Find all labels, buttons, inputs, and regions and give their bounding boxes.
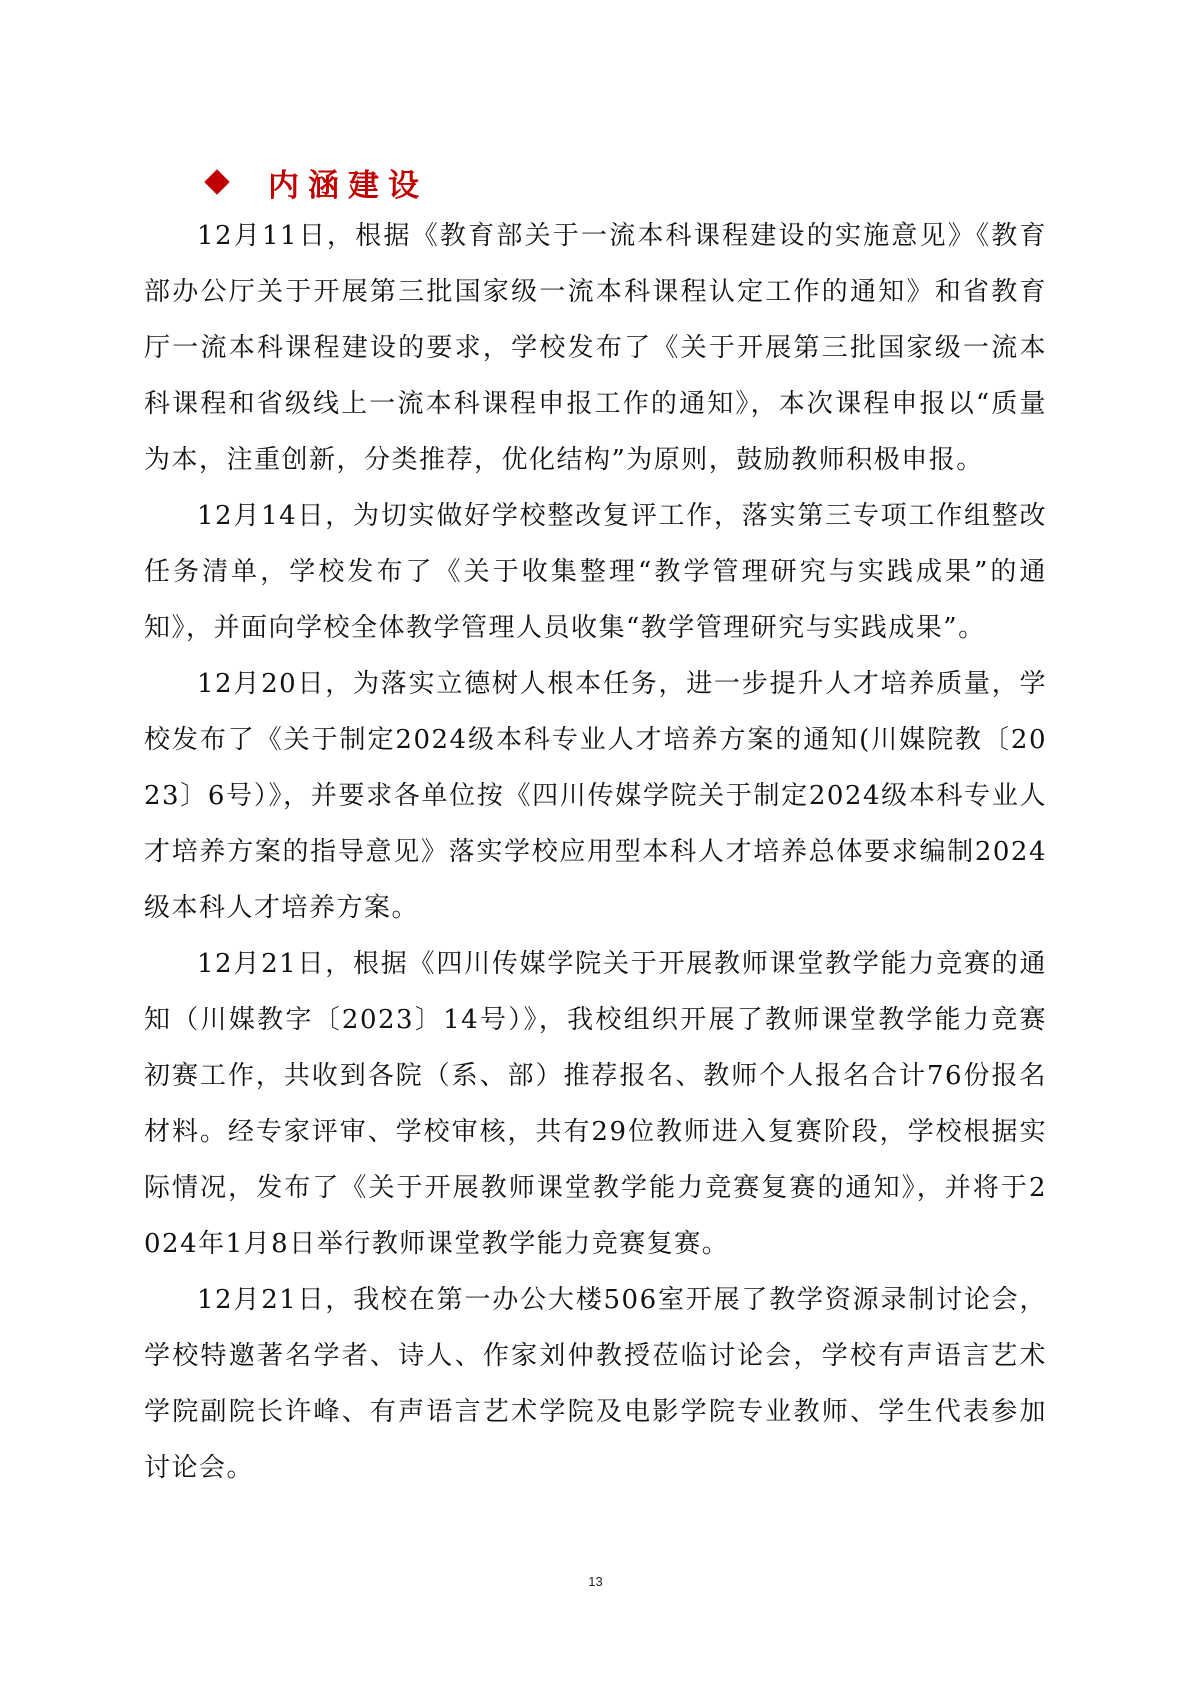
paragraph-1: 12月11日，根据《教育部关于一流本科课程建设的实施意见》《教育部办公厅关于开展第三批国家级一流本科课程认定工作的通知》和省教育厅一流本科课程建设的要求，学校发布了《关于开展第三批国家级一流本科课程和省级线上一流本科课程申报工作的通知》，本次课程申报以“质量为本，注重创新，分类推荐，优化结构”为原则，鼓励教师积极申报。 — [144, 221, 1047, 475]
section-heading — [204, 158, 428, 206]
paragraph-5: 12月21日，我校在第一办公大楼506室开展了教学资源录制讨论会，学校特邀著名学者、诗人、作家刘仲教授莅临讨论会，学校有声语言艺术学院副院长许峰、有声语言艺术学院及电影学院专业教师、学生代表参加讨论会。 — [144, 1285, 1047, 1483]
paragraph-4: 12月21日，根据《四川传媒学院关于开展教师课堂教学能力竞赛的通知（川媒教字〔2023〕14号）》，我校组织开展了教师课堂教学能力竞赛初赛工作，共收到各院（系、部）推荐报名、教师个人报名合计76份报名材料。经专家评审、学校审核，共有29位教师进入复赛阶段，学校根据实际情况，发布了《关于开展教师课堂教学能力竞赛复赛的通知》，并将于2024年1月8日举行教师课堂教学能力竞赛复赛。 — [144, 949, 1047, 1259]
body-text — [144, 208, 1047, 1496]
page-number: 13 — [588, 1574, 603, 1589]
paragraph-3: 12月20日，为落实立德树人根本任务，进一步提升人才培养质量，学校发布了《关于制定2024级本科专业人才培养方案的通知(川媒院教〔2023〕6号）》，并要求各单位按《四川传媒学院关于制定2024级本科专业人才培养方案的指导意见》落实学校应用型本科人才培养总体要求编制2024级本科人才培养方案。 — [144, 669, 1047, 923]
paragraph-2: 12月14日，为切实做好学校整改复评工作，落实第三专项工作组整改任务清单，学校发布了《关于收集整理“教学管理研究与实践成果”的通知》，并面向学校全体教学管理人员收集“教学管理研究与实践成果”。 — [144, 501, 1047, 643]
section-title: 内涵建设 — [268, 167, 428, 204]
diamond-bullet-icon — [204, 169, 229, 194]
